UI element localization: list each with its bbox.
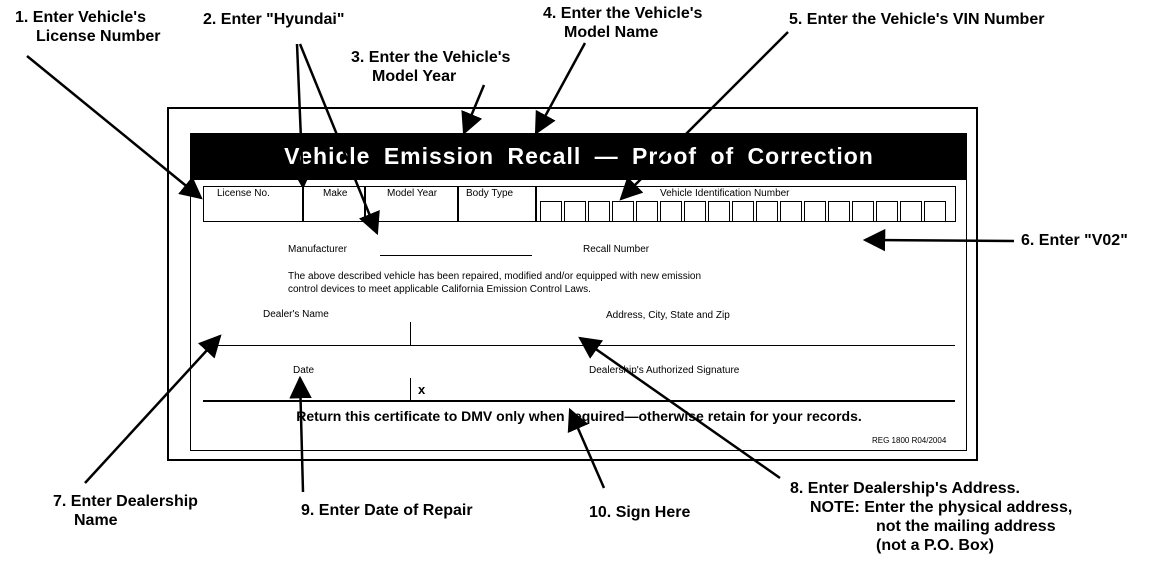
license-label: License No. (217, 188, 270, 199)
callout-line: 3. Enter the Vehicle's (351, 49, 511, 66)
callout-line: Name (74, 512, 118, 529)
arrow-make (297, 44, 303, 187)
callout-note-line: NOTE: Enter the physical address, (810, 499, 1073, 516)
callout-line: 5. Enter the Vehicle's VIN Number (789, 11, 1045, 28)
arrow-model-year-a (300, 44, 377, 233)
callout-line: Model Year (372, 68, 457, 85)
arrow-sign (570, 410, 604, 488)
arrow-vin (621, 32, 788, 199)
callout-note-line: (not a P.O. Box) (876, 537, 994, 554)
arrow-license (27, 56, 201, 198)
statement-line: The above described vehicle has been repaired, modified and/or equipped with new emission (288, 271, 702, 282)
signature-x-mark: x (418, 382, 426, 397)
arrow-model-year-b (464, 85, 484, 133)
arrow-dealer-address (580, 338, 780, 478)
arrow-model-name (536, 43, 585, 133)
callout-note-line: not the mailing address (876, 518, 1056, 535)
arrow-dealer-name (85, 336, 220, 483)
date-label: Date (293, 365, 315, 376)
address-label: Address, City, State and Zip (606, 310, 730, 321)
recall-number-label: Recall Number (583, 244, 650, 255)
arrow-recall (865, 240, 1014, 241)
callout-line: 9. Enter Date of Repair (301, 502, 473, 519)
model-year-label: Model Year (387, 188, 438, 199)
manufacturer-label: Manufacturer (288, 244, 347, 255)
certificate-title: Vehicle Emission Recall — Proof of Correction (191, 133, 967, 180)
vin-label: Vehicle Identification Number (660, 188, 790, 199)
make-label: Make (323, 188, 348, 199)
signature-label: Dealership's Authorized Signature (589, 365, 740, 376)
callout-line: 7. Enter Dealership (53, 493, 198, 510)
statement-line: control devices to meet applicable California Emission Control Laws. (288, 284, 591, 295)
callout-line: 8. Enter Dealership's Address. (790, 480, 1020, 497)
body-type-label: Body Type (466, 188, 514, 199)
callout-line: 4. Enter the Vehicle's (543, 5, 703, 22)
callout-line: 10. Sign Here (589, 504, 691, 521)
callout-line: 1. Enter Vehicle's (15, 9, 146, 26)
dealer-name-label: Dealer's Name (263, 309, 329, 320)
callout-line: 2. Enter "Hyundai" (203, 11, 345, 28)
callout-line: Model Name (564, 24, 659, 41)
callout-line: License Number (36, 28, 161, 45)
callout-line: 6. Enter "V02" (1021, 232, 1128, 249)
arrow-date (300, 378, 303, 492)
form-number: REG 1800 R04/2004 (872, 436, 947, 445)
return-instruction: Return this certificate to DMV only when required—otherwise retain for your records. (296, 408, 862, 424)
